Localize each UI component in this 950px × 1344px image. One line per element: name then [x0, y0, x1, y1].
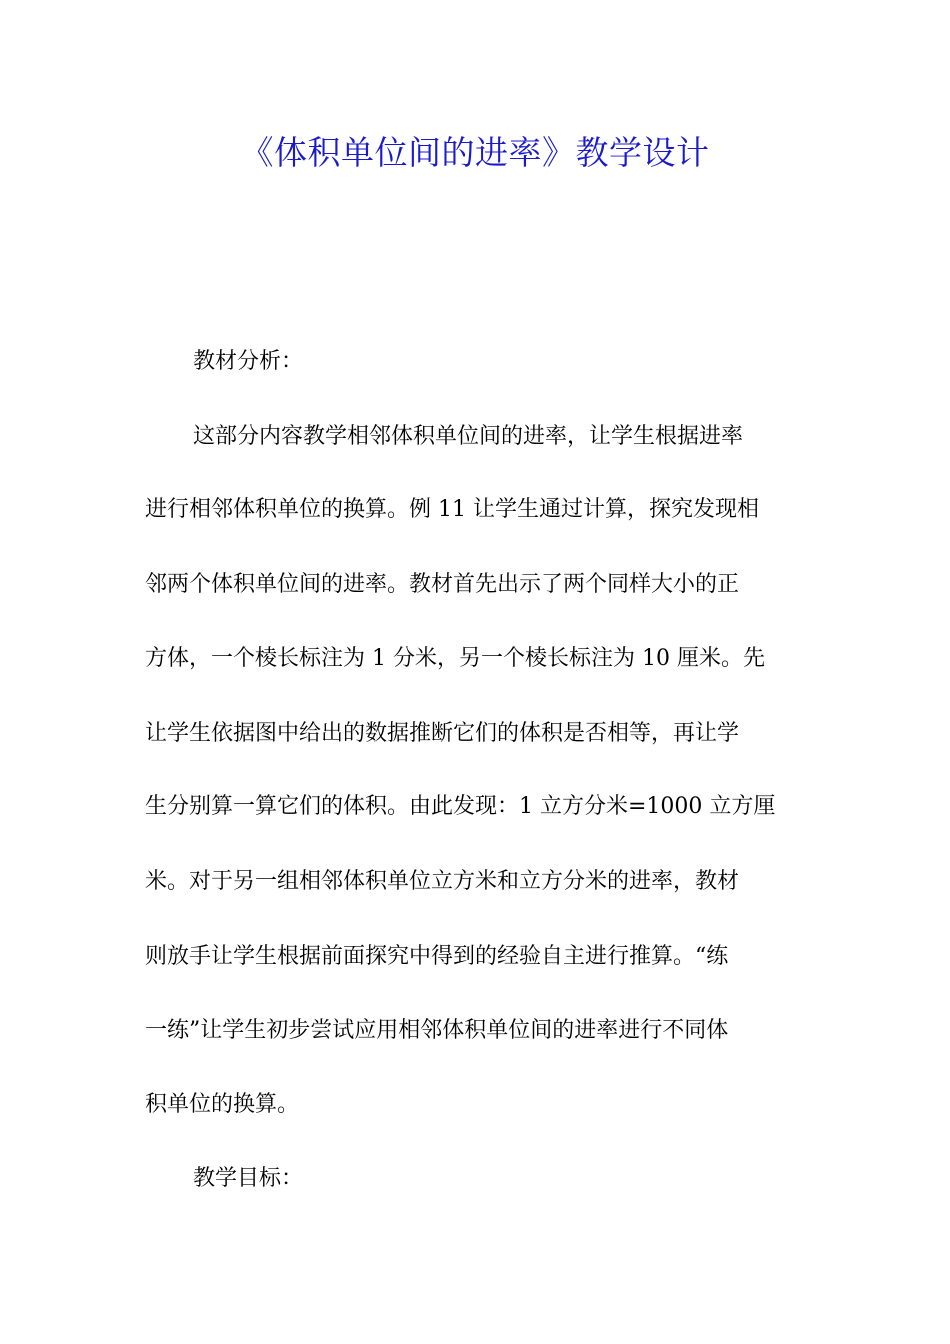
section-heading-textbook-analysis: 教材分析： [193, 349, 304, 374]
paragraph-line: 让学生依据图中给出的数据推断它们的体积是否相等，再让学 [145, 721, 740, 746]
paragraph-line: 方体，一个棱长标注为 1 分米，另一个棱长标注为 10 厘米。先 [145, 646, 765, 671]
paragraph-line: 米。对于另一组相邻体积单位立方米和立方分米的进率，教材 [145, 869, 740, 894]
paragraph-line: 进行相邻体积单位的换算。例 11 让学生通过计算，探究发现相 [145, 497, 759, 522]
section-heading-teaching-goals: 教学目标： [193, 1166, 304, 1191]
paragraph-line: 这部分内容教学相邻体积单位间的进率，让学生根据进率 [193, 424, 744, 449]
paragraph-line: 生分别算一算它们的体积。由此发现：1 立方分米=1000 立方厘 [145, 794, 776, 819]
paragraph-line: 则放手让学生根据前面探究中得到的经验自主进行推算。“练 [145, 944, 729, 969]
paragraph-line: 一练”让学生初步尝试应用相邻体积单位间的进率进行不同体 [145, 1018, 729, 1043]
paragraph-line: 积单位的换算。 [145, 1092, 300, 1117]
paragraph-line: 邻两个体积单位间的进率。教材首先出示了两个同样大小的正 [145, 572, 740, 597]
document-title: 《体积单位间的进率》教学设计 [240, 133, 710, 172]
